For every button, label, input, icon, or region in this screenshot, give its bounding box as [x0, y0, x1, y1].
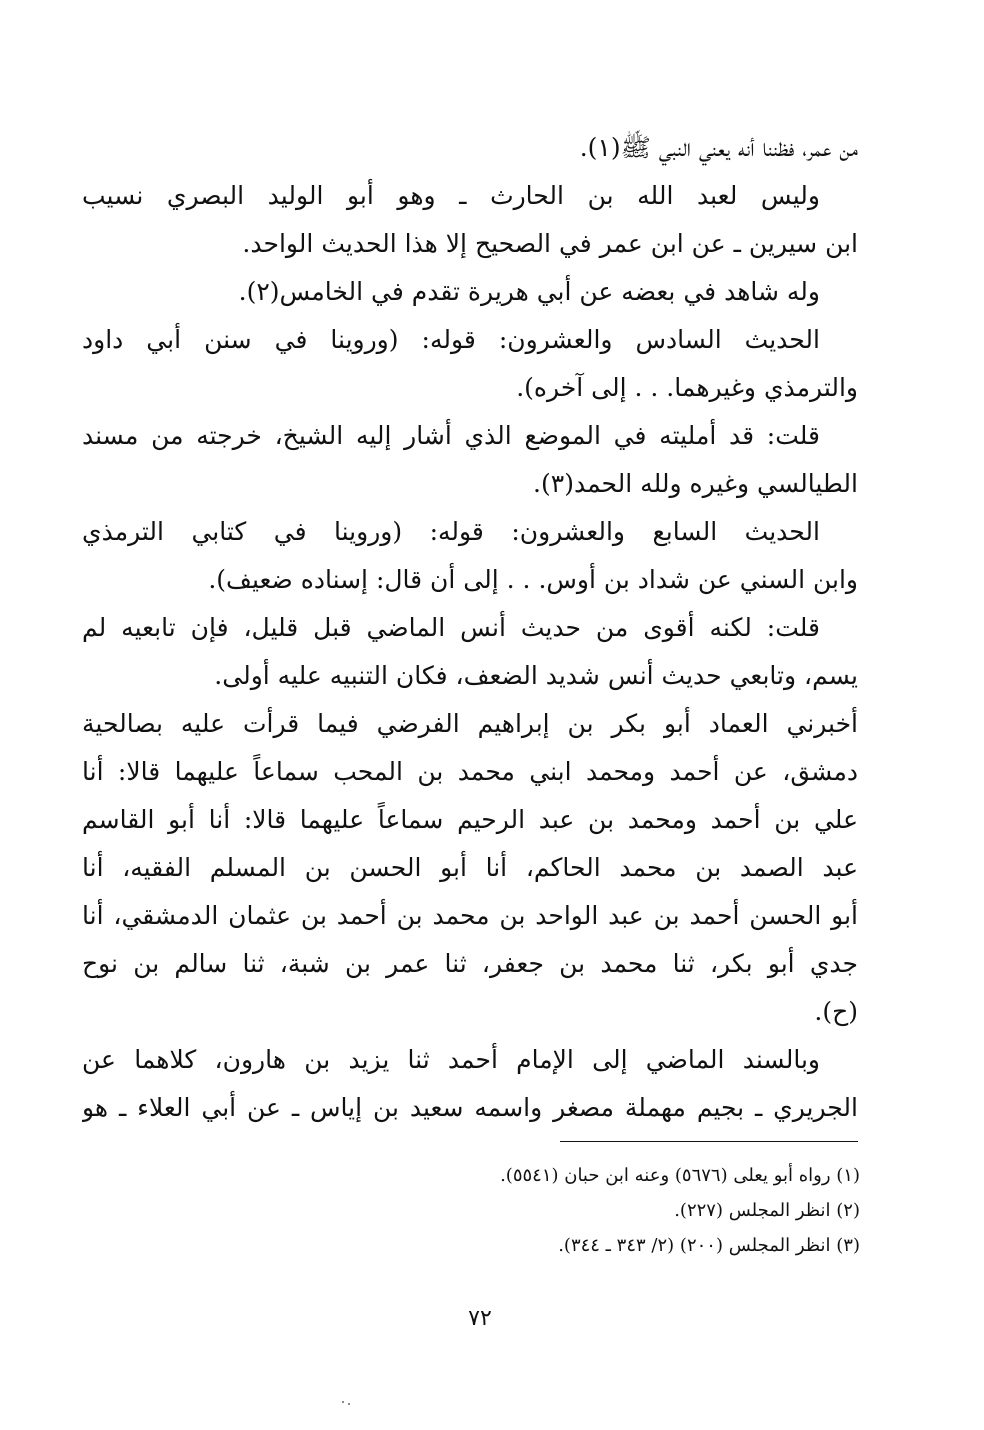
text-line-3: ابن سيرين ـ عن ابن عمر في الصحيح إلا هذا الحديث الواحد.: [242, 229, 858, 258]
footnote-divider: [560, 1141, 858, 1142]
footnote-1: (١) رواه أبو يعلى (٥٦٧٦) وعنه ابن حبان (٥٥٤١).: [500, 1165, 860, 1186]
text-line-6: والترمذي وغيرهما. . . إلى آخره).: [516, 373, 858, 402]
text-line-19: (ح).: [814, 997, 858, 1026]
text-line-2: وليس لعبد الله بن الحارث ـ وهو أبو الوليد البصري نسيب: [82, 181, 820, 210]
text-line-1: من عمر، فظننا أنه يعني النبي ﷺ(١).: [579, 133, 858, 162]
footnote-2: (٢) انظر المجلس (٢٢٧).: [674, 1200, 860, 1221]
footnotes: [420, 1158, 860, 1263]
scan-speck: [340, 1400, 354, 1406]
text-line-15: علي بن أحمد ومحمد بن عبد الرحيم سماعاً عليهما قالا: أنا أبو القاسم: [82, 805, 858, 834]
text-line-20: وبالسند الماضي إلى الإمام أحمد ثنا يزيد بن هارون، كلاهما عن: [82, 1045, 820, 1074]
text-line-14: دمشق، عن أحمد ومحمد ابني محمد بن المحب سماعاً عليهما قالا: أنا: [82, 757, 858, 786]
text-line-16: عبد الصمد بن محمد الحاكم، أنا أبو الحسن بن المسلم الفقيه، أنا: [82, 853, 858, 882]
text-line-17: أبو الحسن أحمد بن عبد الواحد بن محمد بن أحمد بن عثمان الدمشقي، أنا: [82, 901, 858, 930]
text-line-9: الحديث السابع والعشرون: قوله: (وروينا في كتابي الترمذي: [82, 517, 820, 546]
main-text: [82, 124, 858, 1132]
text-line-21: الجريري ـ بجيم مهملة مصغر واسمه سعيد بن إياس ـ عن أبي العلاء ـ هو: [82, 1093, 858, 1122]
text-line-18: جدي أبو بكر، ثنا محمد بن جعفر، ثنا عمر بن شبة، ثنا سالم بن نوح: [82, 949, 858, 978]
text-line-12: يسم، وتابعي حديث أنس شديد الضعف، فكان التنبيه عليه أولى.: [214, 661, 858, 690]
text-line-8: الطيالسي وغيره ولله الحمد(٣).: [533, 469, 858, 498]
text-line-5: الحديث السادس والعشرون: قوله: (وروينا في سنن أبي داود: [82, 325, 820, 354]
text-line-10: وابن السني عن شداد بن أوس. . . إلى أن قال: إسناده ضعيف).: [208, 565, 858, 594]
text-line-13: أخبرني العماد أبو بكر بن إبراهيم الفرضي فيما قرأت عليه بصالحية: [82, 709, 858, 738]
text-line-4: وله شاهد في بعضه عن أبي هريرة تقدم في الخامس(٢).: [238, 277, 820, 306]
footnote-3: (٣) انظر المجلس (٢٠٠) (٢/ ٣٤٣ ـ ٣٤٤).: [558, 1235, 860, 1256]
page-number: ٧٢: [468, 1306, 492, 1331]
text-line-7: قلت: قد أمليته في الموضع الذي أشار إليه الشيخ، خرجته من مسند: [82, 421, 820, 450]
text-line-11: قلت: لكنه أقوى من حديث أنس الماضي قبل قليل، فإن تابعيه لم: [82, 613, 820, 642]
